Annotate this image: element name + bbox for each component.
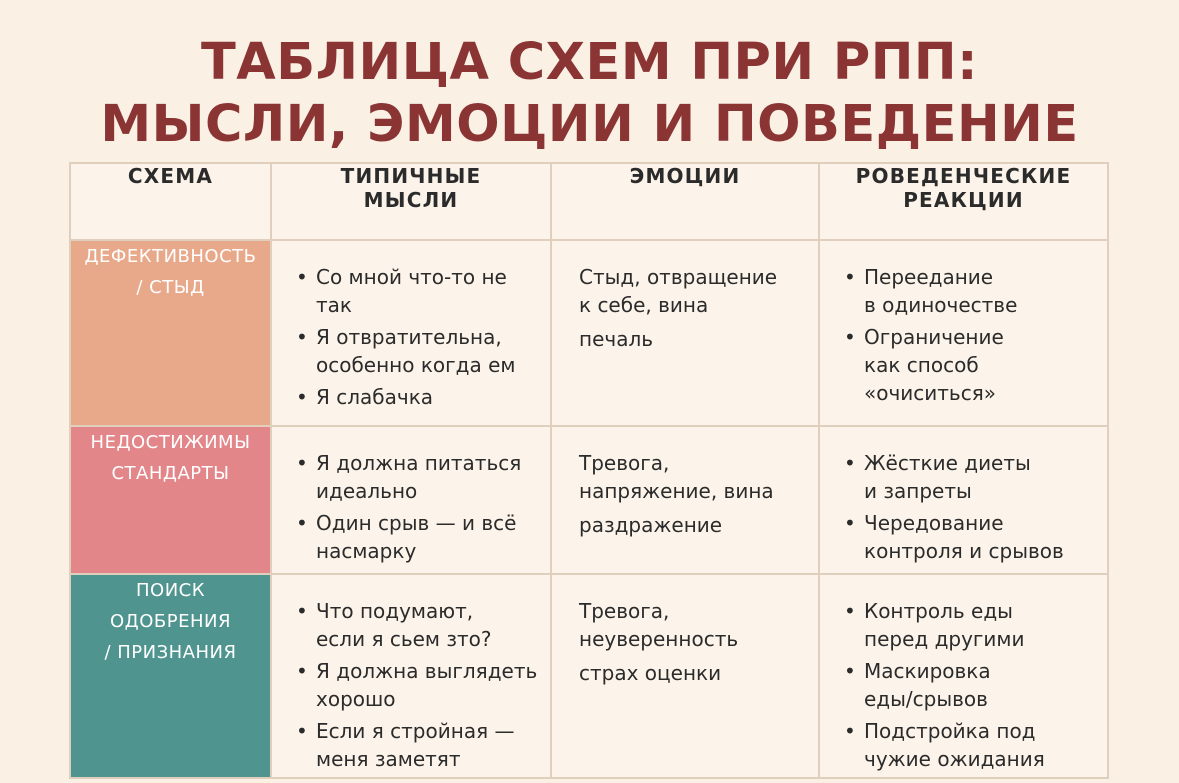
title-line-2: МЫСЛИ, ЭМОЦИИ И ПОВЕДЕНИЕ: [100, 95, 1079, 154]
list-item: • Жёсткие диеты и запреты: [842, 449, 1099, 505]
header-emotions: ЭМОЦИИ: [551, 163, 819, 240]
emotions-cell: Тревога, неуверенность страх оценки: [551, 574, 819, 778]
header-thoughts: ТИПИЧНЫЕ МЫСЛИ: [271, 163, 551, 240]
table-row: [70, 574, 1108, 778]
list-item: • Я слабачка: [294, 383, 542, 411]
table-row: [70, 240, 1108, 426]
list-item: • Переедание в одиночестве: [842, 263, 1099, 319]
list-item: • Я должна питаться идеально: [294, 449, 542, 505]
scheme-cell-defectiveness: ДЕФЕКТИВНОСТЬ / СТЫД: [70, 240, 271, 426]
header-scheme: СХЕМА: [70, 163, 271, 240]
behavior-cell: [819, 426, 1108, 574]
schemes-table: [69, 162, 1109, 779]
list-item: • Ограничение как способ «очиситься»: [842, 323, 1099, 407]
table-header-row: [70, 163, 1108, 240]
emotions-cell: Стыд, отвращение к себе, вина печаль: [551, 240, 819, 426]
thoughts-cell: [271, 574, 551, 778]
thoughts-cell: [271, 426, 551, 574]
table-row: [70, 426, 1108, 574]
list-item: • Маскировка еды/срывов: [842, 657, 1099, 713]
scheme-cell-approval: ПОИСК ОДОБРЕНИЯ / ПРИЗНАНИЯ: [70, 574, 271, 778]
page-title: [0, 32, 1179, 156]
list-item: • Если я стройная — меня заметят: [294, 717, 542, 773]
list-item: • Я отвратительна, особенно когда ем: [294, 323, 542, 379]
list-item: • Контроль еды перед другими: [842, 597, 1099, 653]
list-item: • Я должна выглядеть хорошо: [294, 657, 542, 713]
behavior-cell: [819, 240, 1108, 426]
scheme-cell-standards: НЕДОСТИЖИМЫ СТАНДАРТЫ: [70, 426, 271, 574]
behavior-cell: [819, 574, 1108, 778]
list-item: • Один срыв — и всё насмарку: [294, 509, 542, 565]
list-item: • Что подумают, если я сьем зто?: [294, 597, 542, 653]
emotions-cell: Тревога, напряжение, вина раздражение: [551, 426, 819, 574]
thoughts-cell: [271, 240, 551, 426]
header-behavior: РОВЕДЕНЧЕСКИЕ РЕАКЦИИ: [819, 163, 1108, 240]
list-item: • Подстройка под чужие ожидания: [842, 717, 1099, 773]
list-item: • Чередование контроля и срывов: [842, 509, 1099, 565]
title-line-1: ТАБЛИЦА СХЕМ ПРИ РПП:: [201, 33, 978, 92]
list-item: • Со мной что-то не так: [294, 263, 542, 319]
